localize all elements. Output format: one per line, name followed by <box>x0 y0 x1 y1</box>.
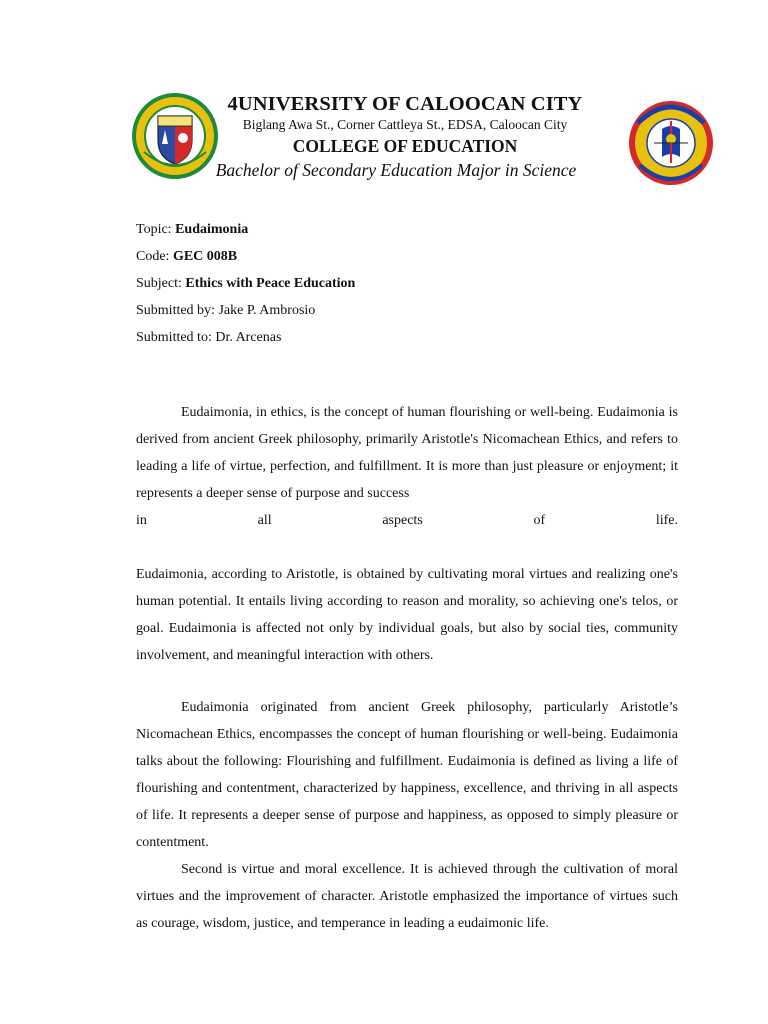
paragraph-1-main: Eudaimonia, in ethics, is the concept of human flourishing or well-being. Eudaimonia is derived from ancient Greek philosophy, primarily Aristotle's Nicomachean Ethics, and refers to leading a life of virtue, perfection, and fulfillment. It is more than just pleasure or enjoyment; it represents a deeper sense of purpose and success <box>136 405 678 501</box>
university-name: 4UNIVERSITY OF CALOOCAN CITY <box>227 93 583 115</box>
paragraph-4: Second is virtue and moral excellence. It is achieved through the cultivation of moral virtues and the improvement of character. Aristotle emphasized the importance of virtues such as courage, wisdom, justice, and temperance in leading a eudaimonic life. <box>136 862 678 931</box>
letterhead <box>200 92 610 182</box>
topic-value: Eudaimonia <box>175 222 249 237</box>
college-of-education-seal-icon <box>626 93 716 189</box>
subject-value: Ethics with Peace Education <box>185 276 356 291</box>
college-name: COLLEGE OF EDUCATION <box>292 136 518 156</box>
submitted-by-line: Submitted by: Jake P. Ambrosio <box>136 303 316 318</box>
university-address: Biglang Awa St., Corner Cattleya St., EDSA, Caloocan City <box>242 117 568 132</box>
paragraph-1-last-line: in all aspects of life. <box>136 513 678 528</box>
subject-line <box>136 270 355 297</box>
paragraph-group-3 <box>136 694 678 937</box>
submitted-to-line: Submitted to: Dr. Arcenas <box>136 330 282 345</box>
topic-line <box>136 216 355 243</box>
code-label: Code: <box>136 249 170 264</box>
submission-details <box>136 216 355 351</box>
paragraph-3: Eudaimonia originated from ancient Greek philosophy, particularly Aristotle’s Nicomachean Ethics, encompasses the concept of human flourishing or well-being. Eudaimonia talks about the following: Flourishing and fulfillment. Eudaimonia is defined as living a life of flourishing and contentment, characterized by happiness, excellence, and thriving in all aspects of life. It represents a deeper sense of purpose and happiness, as opposed to simply pleasure or contentment. <box>136 700 678 850</box>
paragraph-2: Eudaimonia, according to Aristotle, is obtained by cultivating moral virtues and realizing one's human potential. It entails living according to reason and morality, so achieving one's telos, or goal. Eudaimonia is affected not only by individual goals, but also by social ties, community involvement, and meaningful interaction with others. <box>136 567 678 663</box>
subject-label: Subject: <box>136 276 182 291</box>
paragraph-1 <box>136 399 678 534</box>
code-value: GEC 008B <box>172 249 238 264</box>
topic-label: Topic: <box>136 222 172 237</box>
code-line <box>136 243 355 270</box>
program-name: Bachelor of Secondary Education Major in Science <box>215 160 577 180</box>
